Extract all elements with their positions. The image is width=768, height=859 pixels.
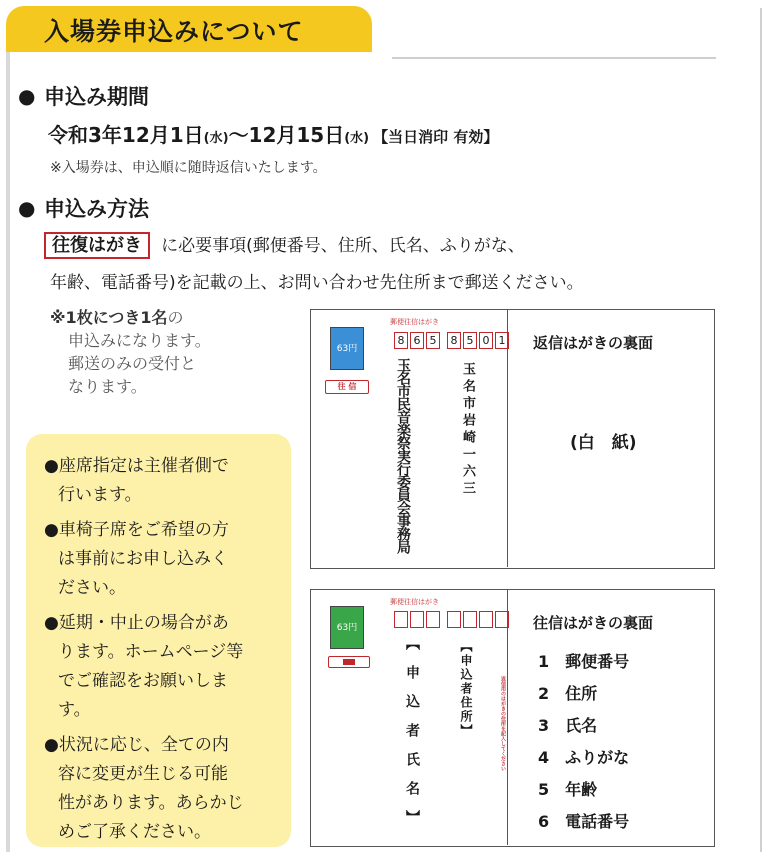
postcard-send xyxy=(310,589,715,847)
method-heading: 申込み方法 xyxy=(44,197,149,221)
required-fields-list xyxy=(538,646,629,838)
zip-label: 郵便往信はがき xyxy=(390,318,439,326)
one-per-line3: 郵送のみの受付と xyxy=(68,354,197,373)
valid-note: 【当日消印 有効】 xyxy=(373,128,499,146)
note-line: ●車椅子席をご希望の方 xyxy=(44,520,229,540)
list-item: 5 年齢 xyxy=(538,780,598,799)
list-item: 1 郵便番号 xyxy=(538,652,630,671)
method-bullet: ● xyxy=(18,196,36,220)
postcard-reply xyxy=(310,309,715,569)
send-tag-mark xyxy=(343,659,355,665)
start-dow: (水) xyxy=(203,131,229,146)
note-line: す。 xyxy=(58,700,91,720)
zip-digit xyxy=(479,611,493,628)
notes-list xyxy=(44,452,244,847)
note-line: めご了承ください。 xyxy=(58,822,211,842)
note-line: ●状況に応じ、全ての内 xyxy=(44,735,229,755)
note-line: 行います。 xyxy=(58,485,142,505)
title-rule xyxy=(392,57,716,59)
reply-back-title: 返信はがきの裏面 xyxy=(533,334,654,352)
zip-digit xyxy=(394,611,408,628)
period-bullet: ● xyxy=(18,84,36,108)
zip-code-boxes xyxy=(394,332,509,349)
one-per-line4: なります。 xyxy=(68,377,147,396)
left-frame-line xyxy=(6,52,10,852)
send-tag-icon xyxy=(328,656,370,668)
list-item: 3 氏名 xyxy=(538,716,598,735)
zip-code-boxes-empty xyxy=(394,611,509,628)
one-per-note xyxy=(50,306,211,398)
zip-digit xyxy=(495,611,509,628)
one-per-bold: ※1枚につき1名 xyxy=(50,308,168,327)
period-note: ※入場券は、申込順に随時返信いたします。 xyxy=(50,160,327,176)
note-changes xyxy=(44,731,244,847)
zip-digit xyxy=(410,611,424,628)
zip-digit: 5 xyxy=(426,332,440,349)
note-seating xyxy=(44,452,244,510)
note-line: ●延期・中止の場合があ xyxy=(44,613,229,633)
period-dates xyxy=(48,119,498,148)
zip-label: 郵便往信はがき xyxy=(390,598,439,606)
method-line1 xyxy=(44,231,525,257)
stamp-icon xyxy=(330,327,364,370)
note-wheelchair xyxy=(44,516,244,603)
side-instruction: 返信用のはがきの住所を記入してください xyxy=(500,676,506,771)
zip-digit xyxy=(463,611,477,628)
end-dow: (水) xyxy=(344,131,370,146)
end-date: ～12月15日 xyxy=(228,123,345,147)
zip-digit: 8 xyxy=(447,332,461,349)
method-line1-text: に必要事項(郵便番号、住所、氏名、ふりがな、 xyxy=(161,236,525,256)
zip-digit xyxy=(447,611,461,628)
period-heading: 申込み期間 xyxy=(44,85,149,109)
send-back-title: 往信はがきの裏面 xyxy=(533,614,654,632)
list-item: 6 電話番号 xyxy=(538,812,630,831)
note-line: 容に変更が生じる可能 xyxy=(58,764,228,784)
zip-gap xyxy=(442,611,445,626)
applicant-name-field: 【申込者氏名】 xyxy=(404,636,420,839)
stamp-icon xyxy=(330,606,364,649)
zip-digit: 6 xyxy=(410,332,424,349)
note-line: は事前にお申し込みく xyxy=(58,549,228,569)
start-date: 令和3年12月1日 xyxy=(48,123,204,147)
method-line2: 年齢、電話番号)を記載の上、お問い合わせ先住所まで郵送ください。 xyxy=(50,273,584,293)
zip-digit: 1 xyxy=(495,332,509,349)
page-title: 入場券申込みについて xyxy=(44,17,304,46)
right-frame-line xyxy=(760,8,762,852)
blank-paper-note: (白 紙) xyxy=(570,433,637,453)
stamp-value: 63円 xyxy=(336,344,358,354)
round-trip-postcard-label: 往復はがき xyxy=(44,232,150,259)
zip-gap xyxy=(442,332,445,347)
addressee: 玉名市民音楽祭実行委員会事務局 xyxy=(395,358,411,553)
list-item: 2 住所 xyxy=(538,684,598,703)
zip-digit xyxy=(426,611,440,628)
note-line: 性があります。あらかじ xyxy=(58,793,244,813)
one-per-suffix: の xyxy=(167,308,184,327)
one-per-line2: 申込みになります。 xyxy=(68,331,211,350)
list-item: 4 ふりがな xyxy=(538,748,630,767)
note-postpone xyxy=(44,609,244,725)
zip-digit: 0 xyxy=(479,332,493,349)
applicant-address-field: 【申込者住所】 xyxy=(459,640,473,738)
note-line: ●座席指定は主催者側で xyxy=(44,456,229,476)
address: 玉名市岩崎一六三 xyxy=(460,362,475,498)
note-line: でご確認をお願いしま xyxy=(58,671,228,691)
zip-digit: 5 xyxy=(463,332,477,349)
zip-digit: 8 xyxy=(394,332,408,349)
stamp-value: 63円 xyxy=(336,623,358,633)
note-line: ります。ホームページ等 xyxy=(58,642,244,662)
reply-tag: 往 信 xyxy=(325,380,369,394)
note-line: ださい。 xyxy=(58,578,126,598)
